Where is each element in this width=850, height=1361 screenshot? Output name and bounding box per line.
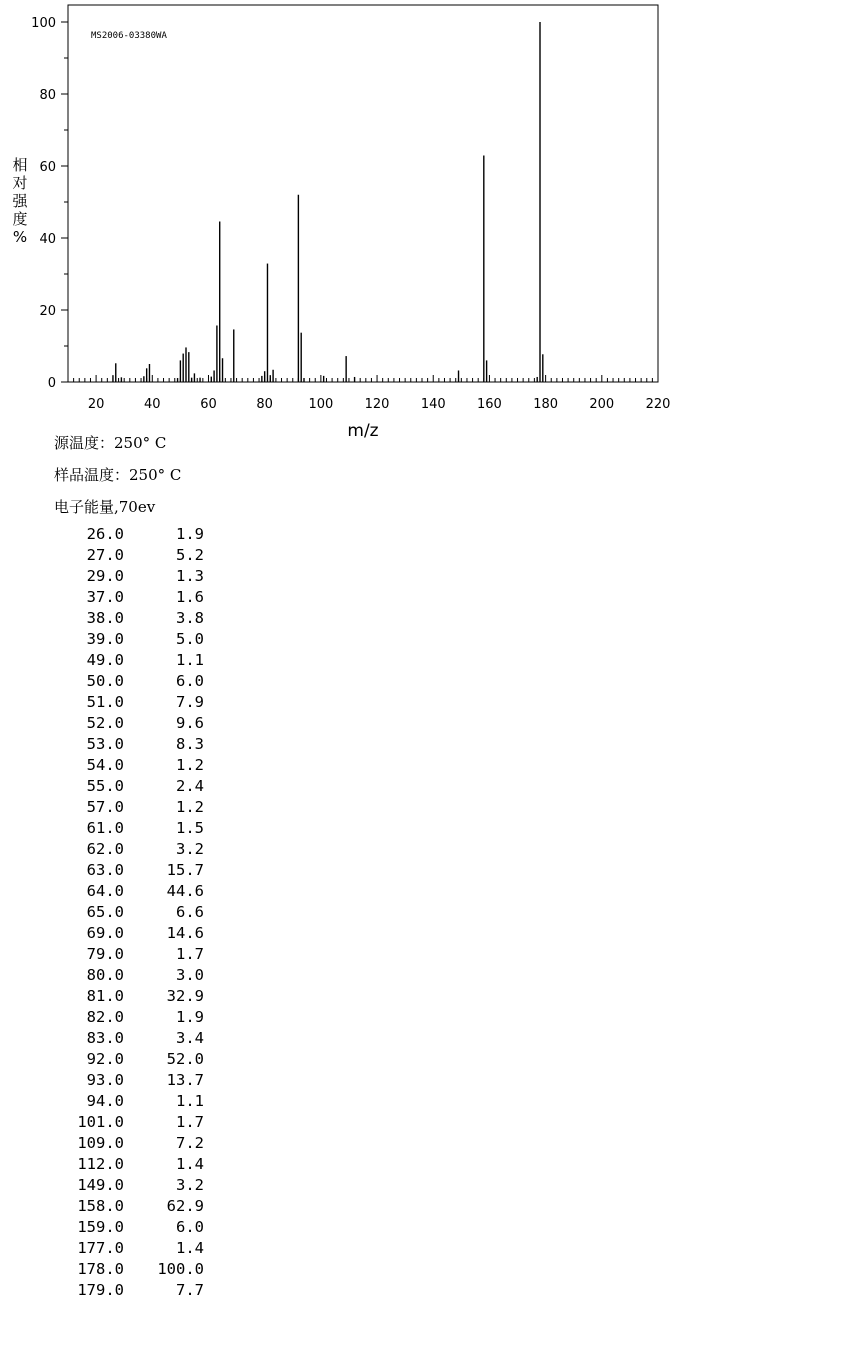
peak-row — [30, 524, 230, 545]
peak-row — [30, 1196, 230, 1217]
sample-temperature: 样品温度：250° C — [54, 466, 182, 484]
peak-row — [30, 1259, 230, 1280]
peak-table — [30, 524, 230, 1301]
peak-mz: 26.0 — [86, 525, 124, 543]
peak-abundance: 6.6 — [176, 903, 204, 921]
peak-mz: 158.0 — [77, 1197, 124, 1215]
peak-row — [30, 965, 230, 986]
peak-mz: 55.0 — [86, 777, 124, 795]
x-tick-label: 180 — [533, 397, 559, 412]
peak-row — [30, 587, 230, 608]
peak-abundance: 1.4 — [176, 1155, 204, 1173]
peak-mz: 149.0 — [77, 1176, 124, 1194]
peak-abundance: 13.7 — [166, 1071, 204, 1089]
peak-abundance: 1.4 — [176, 1239, 204, 1257]
peak-row — [30, 860, 230, 881]
peak-mz: 109.0 — [77, 1134, 124, 1152]
peak-abundance: 1.7 — [176, 1113, 204, 1131]
peak-row — [30, 776, 230, 797]
x-tick-label: 40 — [144, 397, 161, 412]
peak-mz: 79.0 — [86, 945, 124, 963]
x-tick-label: 80 — [256, 397, 273, 412]
plot-frame — [68, 5, 658, 382]
peak-abundance: 3.2 — [176, 840, 204, 858]
peak-abundance: 9.6 — [176, 714, 204, 732]
y-tick-label: 80 — [39, 88, 56, 103]
peak-abundance: 8.3 — [176, 735, 204, 753]
peak-mz: 63.0 — [86, 861, 124, 879]
sample-id: MS2006-03380WA — [91, 31, 167, 41]
peak-abundance: 52.0 — [166, 1050, 204, 1068]
peak-abundance: 1.2 — [176, 756, 204, 774]
peak-row — [30, 1091, 230, 1112]
peak-mz: 93.0 — [86, 1071, 124, 1089]
peak-abundance: 3.4 — [176, 1029, 204, 1047]
y-label-char: % — [12, 228, 28, 246]
peak-abundance: 7.9 — [176, 693, 204, 711]
x-tick-label: 60 — [200, 397, 217, 412]
peak-abundance: 3.0 — [176, 966, 204, 984]
peak-mz: 177.0 — [77, 1239, 124, 1257]
peak-abundance: 6.0 — [176, 672, 204, 690]
peak-row — [30, 881, 230, 902]
peak-abundance: 62.9 — [166, 1197, 204, 1215]
peak-row — [30, 923, 230, 944]
peak-abundance: 1.1 — [176, 651, 204, 669]
peak-mz: 101.0 — [77, 1113, 124, 1131]
peak-mz: 37.0 — [86, 588, 124, 606]
peak-row — [30, 1154, 230, 1175]
peak-row — [30, 839, 230, 860]
electron-energy: 电子能量,70ev — [54, 498, 156, 516]
peak-abundance: 1.1 — [176, 1092, 204, 1110]
peak-mz: 80.0 — [86, 966, 124, 984]
peak-row — [30, 1238, 230, 1259]
x-tick-label: 220 — [645, 397, 671, 412]
peak-abundance: 44.6 — [166, 882, 204, 900]
peak-mz: 81.0 — [86, 987, 124, 1005]
source-temperature: 源温度：250° C — [54, 434, 167, 452]
peak-row — [30, 1175, 230, 1196]
peak-row — [30, 1133, 230, 1154]
peak-abundance: 1.7 — [176, 945, 204, 963]
x-tick-label: 200 — [589, 397, 615, 412]
y-label-char: 对 — [12, 174, 28, 192]
x-tick-label: 100 — [308, 397, 334, 412]
y-label-char: 强 — [12, 192, 28, 210]
y-label-char: 度 — [12, 210, 28, 228]
peak-row — [30, 1217, 230, 1238]
peak-row — [30, 545, 230, 566]
peak-abundance: 14.6 — [166, 924, 204, 942]
peak-abundance: 3.2 — [176, 1176, 204, 1194]
y-label-char: 相 — [12, 156, 28, 174]
peak-abundance: 5.2 — [176, 546, 204, 564]
x-tick-label: 140 — [420, 397, 446, 412]
y-tick-label: 60 — [39, 160, 56, 175]
peak-abundance: 15.7 — [166, 861, 204, 879]
peak-row — [30, 1280, 230, 1301]
peak-mz: 82.0 — [86, 1008, 124, 1026]
y-tick-label: 40 — [39, 232, 56, 247]
peak-row — [30, 1070, 230, 1091]
peak-mz: 112.0 — [77, 1155, 124, 1173]
peak-abundance: 100.0 — [157, 1260, 204, 1278]
x-tick-label: 120 — [364, 397, 390, 412]
peak-mz: 64.0 — [86, 882, 124, 900]
peak-mz: 94.0 — [86, 1092, 124, 1110]
peak-row — [30, 1007, 230, 1028]
peak-mz: 53.0 — [86, 735, 124, 753]
peak-abundance: 1.5 — [176, 819, 204, 837]
peak-row — [30, 755, 230, 776]
mass-spectrum-chart — [0, 0, 700, 450]
peak-row — [30, 608, 230, 629]
peak-mz: 62.0 — [86, 840, 124, 858]
peak-row — [30, 818, 230, 839]
peak-abundance: 3.8 — [176, 609, 204, 627]
peak-mz: 29.0 — [86, 567, 124, 585]
peak-row — [30, 1049, 230, 1070]
peak-abundance: 6.0 — [176, 1218, 204, 1236]
peak-mz: 38.0 — [86, 609, 124, 627]
peak-mz: 54.0 — [86, 756, 124, 774]
peak-mz: 51.0 — [86, 693, 124, 711]
y-axis-label — [12, 156, 28, 246]
peak-mz: 61.0 — [86, 819, 124, 837]
peak-mz: 178.0 — [77, 1260, 124, 1278]
y-tick-label: 20 — [39, 304, 56, 319]
peak-mz: 52.0 — [86, 714, 124, 732]
peak-mz: 39.0 — [86, 630, 124, 648]
peak-abundance: 1.6 — [176, 588, 204, 606]
peak-row — [30, 944, 230, 965]
peak-row — [30, 713, 230, 734]
y-tick-label: 100 — [31, 16, 56, 31]
peak-row — [30, 1112, 230, 1133]
peak-mz: 49.0 — [86, 651, 124, 669]
y-tick-label: 0 — [47, 376, 56, 391]
peak-mz: 69.0 — [86, 924, 124, 942]
peak-row — [30, 1028, 230, 1049]
x-axis-label: m/z — [347, 421, 379, 441]
peak-mz: 92.0 — [86, 1050, 124, 1068]
y-axis-ticks — [31, 16, 68, 391]
peak-row — [30, 797, 230, 818]
peak-mz: 83.0 — [86, 1029, 124, 1047]
peak-abundance: 1.9 — [176, 1008, 204, 1026]
spectrum-bars — [113, 22, 543, 382]
peak-mz: 65.0 — [86, 903, 124, 921]
peak-row — [30, 629, 230, 650]
peak-abundance: 7.2 — [176, 1134, 204, 1152]
x-axis-ticks — [68, 375, 670, 412]
peak-row — [30, 734, 230, 755]
peak-row — [30, 671, 230, 692]
peak-mz: 159.0 — [77, 1218, 124, 1236]
x-tick-label: 20 — [87, 397, 105, 412]
peak-mz: 57.0 — [86, 798, 124, 816]
peak-row — [30, 902, 230, 923]
peak-row — [30, 986, 230, 1007]
peak-row — [30, 566, 230, 587]
peak-row — [30, 692, 230, 713]
peak-abundance: 1.3 — [176, 567, 204, 585]
peak-mz: 50.0 — [86, 672, 124, 690]
peak-abundance: 7.7 — [176, 1281, 204, 1299]
peak-abundance: 1.9 — [176, 525, 204, 543]
peak-abundance: 32.9 — [166, 987, 204, 1005]
x-tick-label: 160 — [477, 397, 502, 412]
peak-mz: 27.0 — [86, 546, 124, 564]
peak-row — [30, 650, 230, 671]
peak-abundance: 2.4 — [176, 777, 204, 795]
peak-abundance: 5.0 — [176, 630, 204, 648]
peak-abundance: 1.2 — [176, 798, 204, 816]
peak-mz: 179.0 — [77, 1281, 124, 1299]
